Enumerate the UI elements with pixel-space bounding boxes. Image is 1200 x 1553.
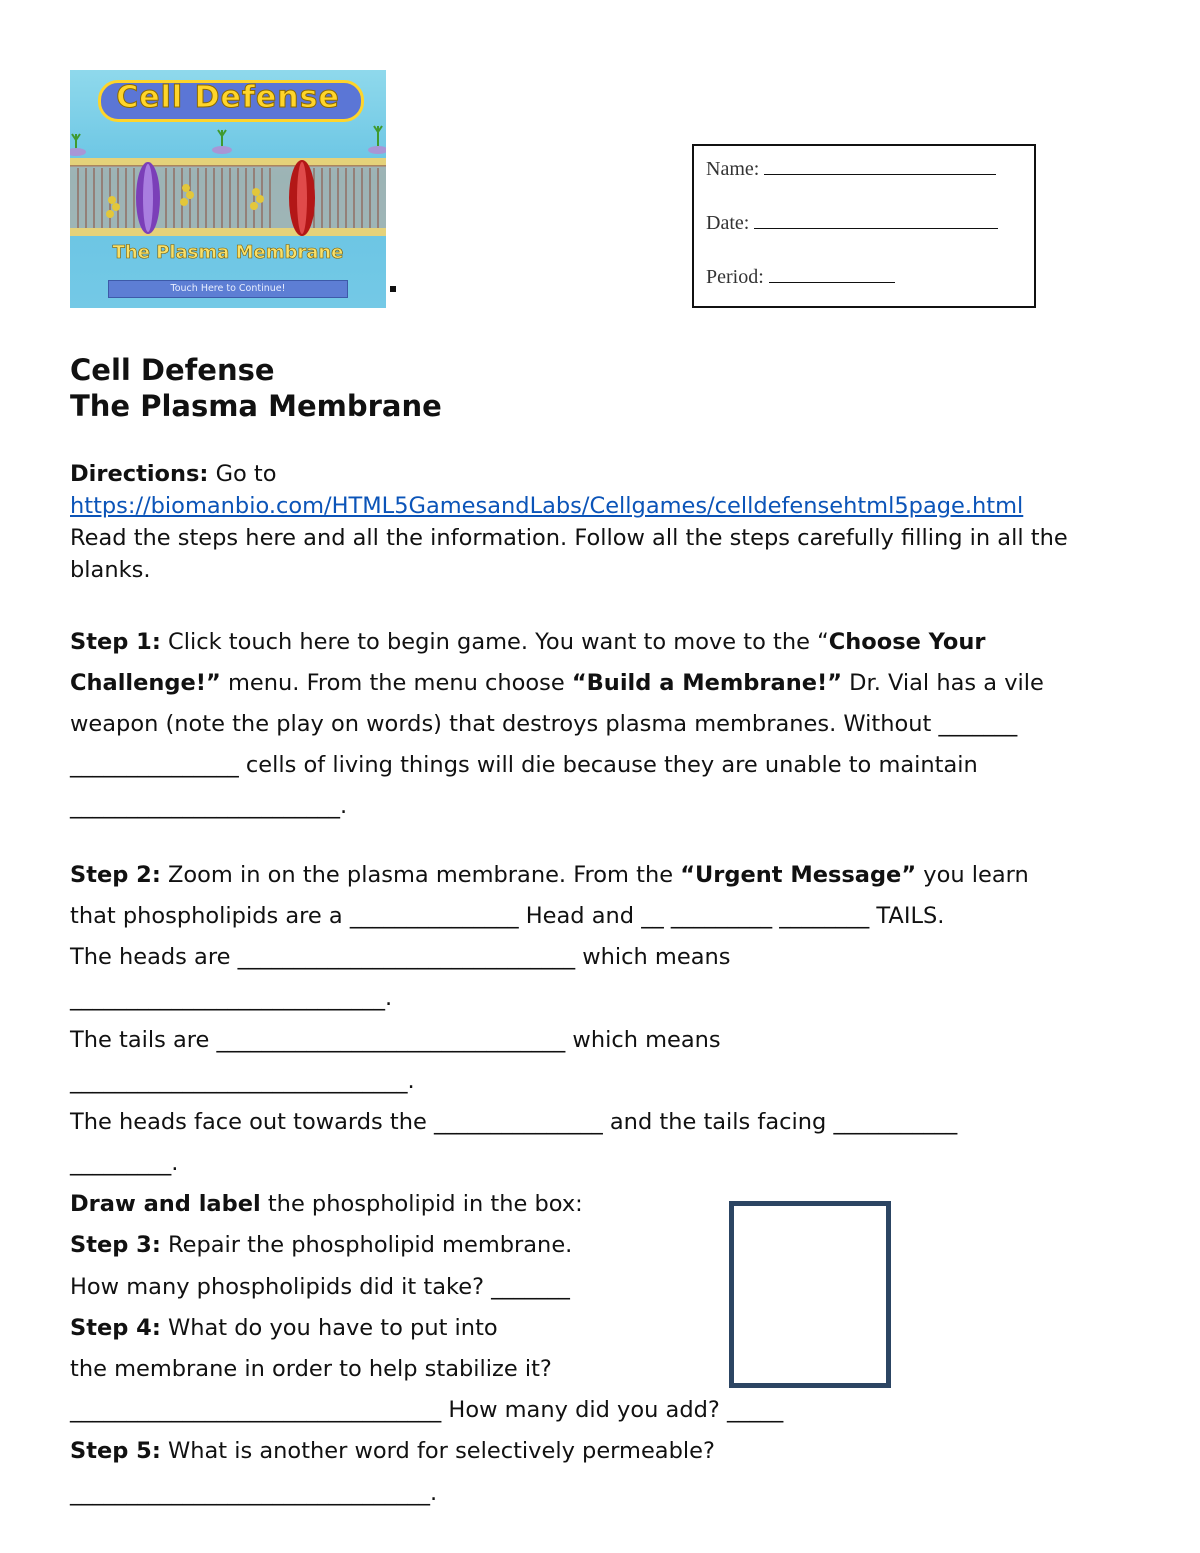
step2-label: Step 2:: [70, 862, 161, 888]
step2-text-a: Zoom in on the plasma membrane. From the: [160, 862, 681, 888]
directions-text-a: Read the steps here and all the information. Follow all the steps carefully filling in all the: [70, 525, 1068, 551]
period-blank[interactable]: [769, 264, 895, 283]
step3-label: Step 3:: [70, 1232, 161, 1258]
name-label: Name:: [706, 158, 760, 180]
step1-line3: weapon (note the play on words) that destroys plasma membranes. Without _______: [70, 711, 1018, 737]
name-blank[interactable]: [764, 156, 996, 175]
period-mark: [390, 286, 396, 292]
draw-line: [70, 1188, 583, 1220]
period-row: [706, 264, 895, 289]
step1-line5: ________________________.: [70, 793, 348, 819]
step5-label: Step 5:: [70, 1438, 161, 1464]
date-blank[interactable]: [754, 210, 998, 229]
phospholipid-drawing-box[interactable]: [729, 1201, 891, 1388]
step2-line6: ______________________________.: [70, 1068, 415, 1094]
hero-title: Cell Defense: [116, 80, 340, 115]
step4-text: What do you have to put into: [160, 1315, 498, 1341]
step1-bold-b: Challenge!”: [70, 670, 221, 696]
date-row: [706, 210, 998, 235]
period-label: Period:: [706, 266, 764, 288]
step1-bold-a: Choose Your: [828, 629, 986, 655]
game-title-image: [70, 70, 386, 308]
page-title: Cell Defense: [70, 353, 275, 387]
hero-subtitle: The Plasma Membrane: [112, 242, 344, 263]
step2-line2: that phospholipids are a _______________ Head and __ _________ ________ TAILS.: [70, 903, 945, 929]
step1-line1: [70, 626, 985, 658]
step2-line7: The heads face out towards the _______________ and the tails facing ___________: [70, 1109, 958, 1135]
step4-line3: _________________________________ How many did you add? _____: [70, 1397, 784, 1423]
step2-line8: _________.: [70, 1150, 179, 1176]
step1-label: Step 1:: [70, 629, 161, 655]
draw-label: Draw and label: [70, 1191, 261, 1217]
continue-button[interactable]: Touch Here to Continue!: [108, 280, 348, 298]
step2-bold: “Urgent Message”: [680, 862, 917, 888]
step1-text-c: Dr. Vial has a vile: [842, 670, 1044, 696]
step1-text-b: menu. From the menu choose: [220, 670, 572, 696]
directions-line: [70, 458, 277, 490]
directions-label: Directions:: [70, 461, 209, 487]
step2-line4: ____________________________.: [70, 985, 393, 1011]
membrane-illustration: [70, 110, 386, 240]
step5-line1: [70, 1435, 715, 1467]
draw-text: the phospholipid in the box:: [260, 1191, 583, 1217]
step1-line4: _______________ cells of living things will die because they are unable to maintain: [70, 752, 978, 778]
date-label: Date:: [706, 212, 750, 234]
step4-label: Step 4:: [70, 1315, 161, 1341]
step1-line2: [70, 667, 1044, 699]
game-link[interactable]: https://biomanbio.com/HTML5GamesandLabs/Cellgames/celldefensehtml5page.html: [70, 493, 1024, 519]
step3-question: How many phospholipids did it take? _______: [70, 1274, 570, 1300]
step1-bold-c: “Build a Membrane!”: [571, 670, 843, 696]
step5-text: What is another word for selectively permeable?: [160, 1438, 715, 1464]
step5-line2: ________________________________.: [70, 1480, 438, 1506]
directions-text-b: blanks.: [70, 557, 151, 583]
page-subtitle: The Plasma Membrane: [70, 389, 442, 423]
step1-text-a: Click touch here to begin game. You want to move to the “: [167, 629, 829, 655]
name-row: [706, 156, 996, 181]
step4-line2: the membrane in order to help stabilize it?: [70, 1356, 552, 1382]
step3-text: Repair the phospholipid membrane.: [160, 1232, 573, 1258]
directions-go-to: Go to: [215, 461, 277, 487]
step2-line5: The tails are _______________________________ which means: [70, 1027, 721, 1053]
step4-line1: [70, 1312, 498, 1344]
step3-line1: [70, 1229, 572, 1261]
step2-text-b: you learn: [916, 862, 1029, 888]
student-info-box: [692, 144, 1036, 308]
step2-line3: The heads are ______________________________ which means: [70, 944, 731, 970]
step2-line1: [70, 859, 1029, 891]
